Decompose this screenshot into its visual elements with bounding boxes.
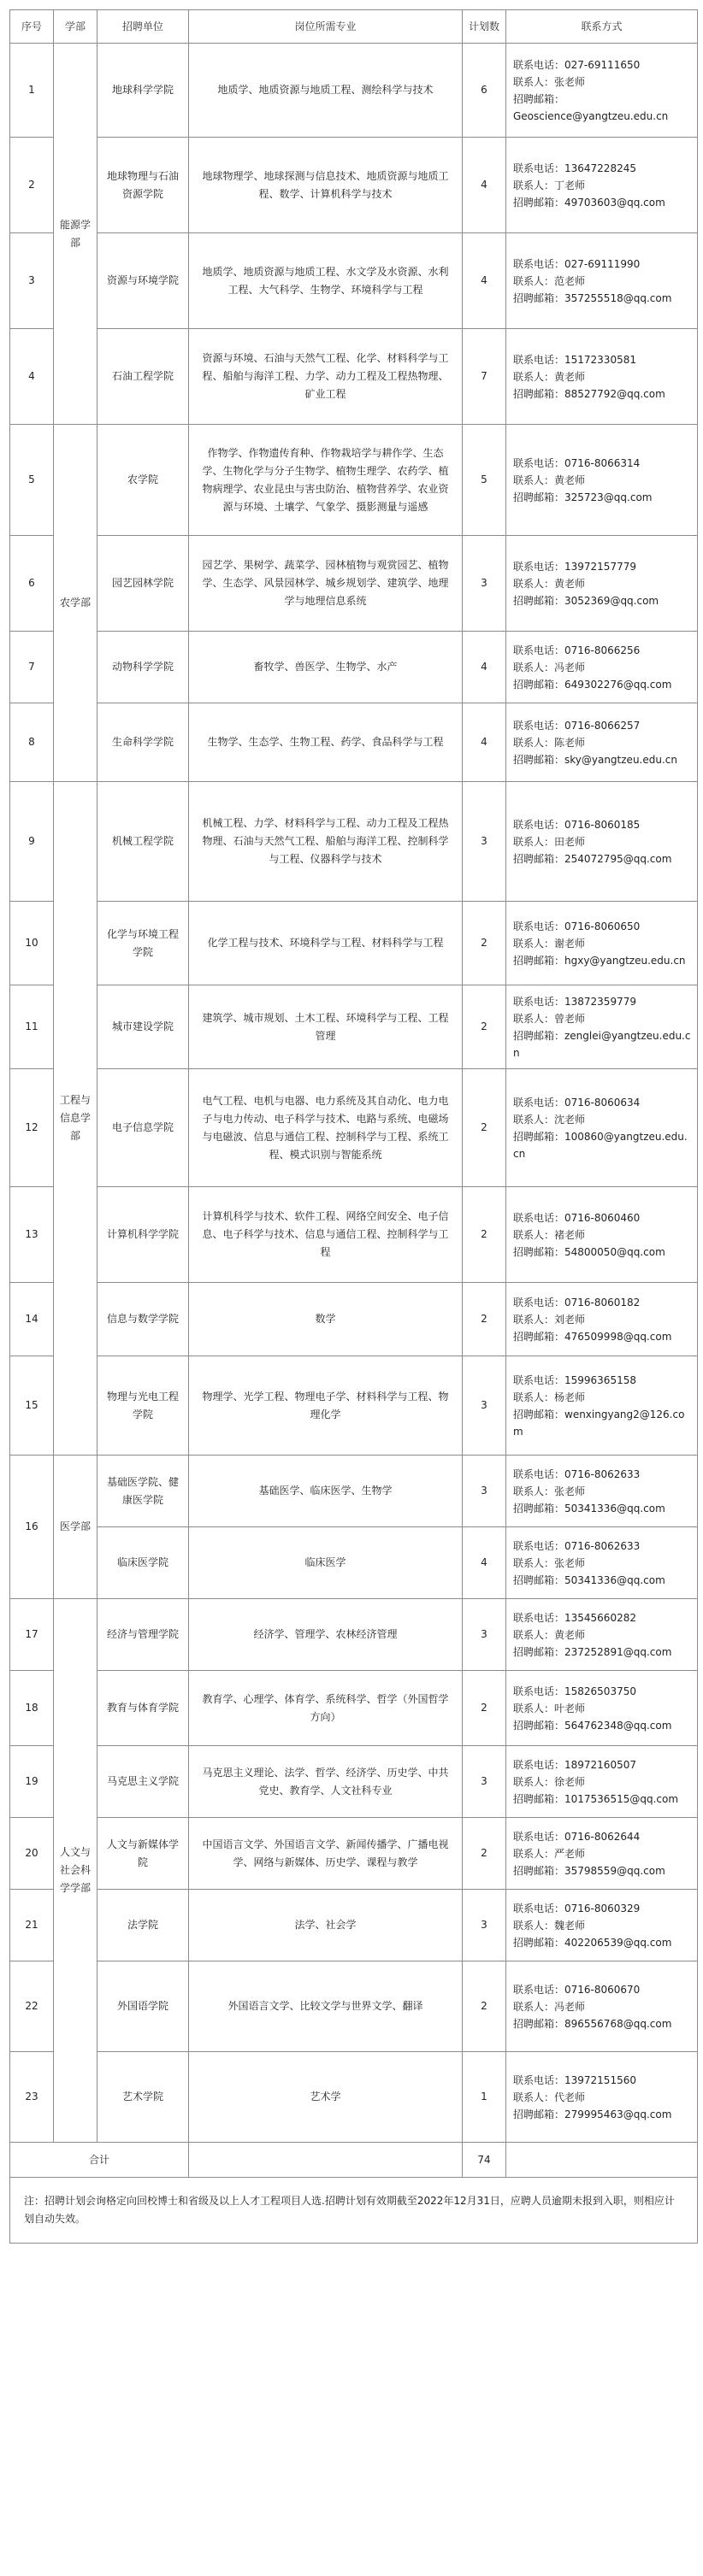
- plan-count: 7: [463, 329, 506, 425]
- unit-cell: 电子信息学院: [97, 1069, 189, 1187]
- contact-email: 招聘邮箱：100860@yangtzeu.edu.cn: [513, 1130, 688, 1160]
- row-number: 6: [10, 536, 54, 632]
- plan-count: 2: [463, 1671, 506, 1746]
- row-number: 11: [10, 985, 54, 1069]
- contact-cell: [506, 782, 698, 902]
- table-row: [10, 425, 698, 536]
- total-contact-spacer: [506, 2143, 698, 2178]
- contact-cell: [506, 1069, 698, 1187]
- contact-cell: [506, 425, 698, 536]
- major-cell: 物理学、光学工程、物理电子学、材料科学与工程、物理化学: [189, 1356, 463, 1456]
- unit-cell: 马克思主义学院: [97, 1746, 189, 1818]
- unit-cell: 艺术学院: [97, 2052, 189, 2143]
- contact-person: 联系人：张老师: [513, 75, 586, 88]
- contact-email: 招聘邮箱：896556768@qq.com: [513, 2017, 672, 2030]
- table-row: [10, 233, 698, 329]
- contact-person: 联系人：曾老师: [513, 1012, 586, 1025]
- contact-email: 招聘邮箱：564762348@qq.com: [513, 1719, 672, 1732]
- plan-count: 5: [463, 425, 506, 536]
- contact-email: 招聘邮箱：649302276@qq.com: [513, 678, 672, 691]
- contact-cell: [506, 1456, 698, 1527]
- footnote: 注：招聘计划会询格定向回校博士和省级及以上人才工程项目人选.招聘计划有效期截至2022年12月31日，应聘人员逾期未报到入职，则相应计划自动失效。: [10, 2178, 698, 2244]
- header-no: 序号: [10, 10, 54, 44]
- header-unit: 招聘单位: [97, 10, 189, 44]
- major-cell: 教育学、心理学、体育学、系统科学、哲学（外国哲学方向）: [189, 1671, 463, 1746]
- contact-email: 招聘邮箱：254072795@qq.com: [513, 852, 672, 865]
- contact-phone: 联系电话：13647228245: [513, 162, 636, 174]
- major-cell: 机械工程、力学、材料科学与工程、动力工程及工程热物理、石油与天然气工程、船舶与海洋工程、控制科学与工程、仪器科学与技术: [189, 782, 463, 902]
- contact-email: 招聘邮箱：wenxingyang2@126.com: [513, 1408, 685, 1438]
- contact-cell: [506, 2052, 698, 2143]
- unit-cell: 园艺园林学院: [97, 536, 189, 632]
- major-cell: 畜牧学、兽医学、生物学、水产: [189, 632, 463, 703]
- plan-count: 4: [463, 138, 506, 233]
- contact-person: 联系人：严老师: [513, 1847, 586, 1860]
- contact-person: 联系人：冯老师: [513, 2000, 586, 2013]
- contact-email: 招聘邮箱：: [513, 92, 565, 105]
- contact-email: 招聘邮箱：279995463@qq.com: [513, 2108, 672, 2120]
- contact-cell: [506, 1283, 698, 1356]
- contact-cell: [506, 632, 698, 703]
- contact-cell: [506, 1599, 698, 1671]
- contact-email: 招聘邮箱：325723@qq.com: [513, 491, 653, 503]
- unit-cell: 教育与体育学院: [97, 1671, 189, 1746]
- table-row: [10, 138, 698, 233]
- recruitment-table: [9, 9, 698, 2244]
- row-number: 20: [10, 1818, 54, 1890]
- contact-email: 招聘邮箱：50341336@qq.com: [513, 1573, 665, 1586]
- contact-cell: [506, 536, 698, 632]
- row-number: 21: [10, 1890, 54, 1961]
- contact-person: 联系人：谢老师: [513, 937, 586, 950]
- contact-phone: 联系电话：0716-8062633: [513, 1539, 641, 1552]
- header-contact: 联系方式: [506, 10, 698, 44]
- header-major: 岗位所需专业: [189, 10, 463, 44]
- table-row: [10, 536, 698, 632]
- major-cell: 化学工程与技术、环境科学与工程、材料科学与工程: [189, 902, 463, 985]
- table-row: [10, 329, 698, 425]
- plan-count: 2: [463, 1818, 506, 1890]
- unit-cell: 法学院: [97, 1890, 189, 1961]
- row-number: 13: [10, 1187, 54, 1283]
- plan-count: 2: [463, 902, 506, 985]
- contact-phone: 联系电话：0716-8066257: [513, 719, 641, 732]
- unit-cell: 外国语学院: [97, 1961, 189, 2052]
- plan-count: 3: [463, 1356, 506, 1456]
- contact-cell: [506, 902, 698, 985]
- contact-email: Geoscience@yangtzeu.edu.cn: [513, 109, 669, 122]
- contact-person: 联系人：叶老师: [513, 1702, 586, 1714]
- department-cell: 能源学部: [54, 44, 97, 425]
- contact-person: 联系人：范老师: [513, 274, 586, 287]
- unit-cell: 资源与环境学院: [97, 233, 189, 329]
- total-row: [10, 2143, 698, 2178]
- row-number: 9: [10, 782, 54, 902]
- unit-cell: 动物科学学院: [97, 632, 189, 703]
- contact-cell: [506, 1187, 698, 1283]
- row-number: 3: [10, 233, 54, 329]
- contact-email: 招聘邮箱：hgxy@yangtzeu.edu.cn: [513, 954, 686, 967]
- row-number: 19: [10, 1746, 54, 1818]
- unit-cell: 基础医学院、健康医学院: [97, 1456, 189, 1527]
- contact-email: 招聘邮箱：402206539@qq.com: [513, 1936, 672, 1949]
- plan-count: 4: [463, 1527, 506, 1599]
- contact-phone: 联系电话：027-69111990: [513, 257, 641, 270]
- row-number: 1: [10, 44, 54, 138]
- contact-person: 联系人：陈老师: [513, 736, 586, 749]
- major-cell: 地质学、地质资源与地质工程、水文学及水资源、水利工程、大气科学、生物学、环境科学与工程: [189, 233, 463, 329]
- department-cell: 人文与社会科学学部: [54, 1599, 97, 2143]
- plan-count: 3: [463, 1746, 506, 1818]
- contact-phone: 联系电话：027-69111650: [513, 58, 641, 71]
- plan-count: 3: [463, 782, 506, 902]
- table-row: [10, 1527, 698, 1599]
- major-cell: 建筑学、城市规划、土木工程、环境科学与工程、工程管理: [189, 985, 463, 1069]
- table-row: [10, 44, 698, 138]
- header-dept: 学部: [54, 10, 97, 44]
- table-row: [10, 1890, 698, 1961]
- contact-person: 联系人：杨老师: [513, 1391, 586, 1403]
- contact-cell: [506, 1671, 698, 1746]
- contact-phone: 联系电话：15826503750: [513, 1685, 636, 1697]
- contact-phone: 联系电话：18972160507: [513, 1758, 636, 1771]
- contact-cell: [506, 1527, 698, 1599]
- contact-phone: 联系电话：15996365158: [513, 1373, 636, 1386]
- row-number: 4: [10, 329, 54, 425]
- plan-count: 3: [463, 1599, 506, 1671]
- table-body: [10, 44, 698, 2244]
- plan-count: 2: [463, 1187, 506, 1283]
- unit-cell: 地球科学学院: [97, 44, 189, 138]
- row-number: 10: [10, 902, 54, 985]
- major-cell: 马克思主义理论、法学、哲学、经济学、历史学、中共党史、教育学、人文社科专业: [189, 1746, 463, 1818]
- contact-cell: [506, 1890, 698, 1961]
- contact-phone: 联系电话：0716-8060650: [513, 920, 641, 932]
- major-cell: 电气工程、电机与电器、电力系统及其自动化、电力电子与电力传动、电子科学与技术、电路与系统、电磁场与电磁波、信息与通信工程、控制科学与工程、系统工程、模式识别与智能系统: [189, 1069, 463, 1187]
- table-row: [10, 1599, 698, 1671]
- contact-person: 联系人：丁老师: [513, 179, 586, 191]
- major-cell: 法学、社会学: [189, 1890, 463, 1961]
- plan-count: 2: [463, 985, 506, 1069]
- row-number: 8: [10, 703, 54, 782]
- table-row: [10, 1283, 698, 1356]
- table-row: [10, 1356, 698, 1456]
- row-number: 2: [10, 138, 54, 233]
- contact-phone: 联系电话：0716-8060182: [513, 1296, 641, 1309]
- note-row: [10, 2178, 698, 2244]
- unit-cell: 物理与光电工程学院: [97, 1356, 189, 1456]
- table-row: [10, 1818, 698, 1890]
- major-cell: 资源与环境、石油与天然气工程、化学、材料科学与工程、船舶与海洋工程、力学、动力工程及工程热物理、矿业工程: [189, 329, 463, 425]
- major-cell: 地球物理学、地球探测与信息技术、地质资源与地质工程、数学、计算机科学与技术: [189, 138, 463, 233]
- table-header-row: [10, 10, 698, 44]
- major-cell: 外国语言文学、比较文学与世界文学、翻译: [189, 1961, 463, 2052]
- department-cell: 工程与信息学部: [54, 782, 97, 1456]
- contact-phone: 联系电话：0716-8060185: [513, 818, 641, 831]
- major-cell: 计算机科学与技术、软件工程、网络空间安全、电子信息、电子科学与技术、信息与通信工程、控制科学与工程: [189, 1187, 463, 1283]
- plan-count: 2: [463, 1283, 506, 1356]
- unit-cell: 临床医学院: [97, 1527, 189, 1599]
- contact-person: 联系人：沈老师: [513, 1113, 586, 1126]
- contact-person: 联系人：黄老师: [513, 1628, 586, 1641]
- contact-email: 招聘邮箱：zenglei@yangtzeu.edu.cn: [513, 1029, 691, 1059]
- table-row: [10, 902, 698, 985]
- department-cell: 农学部: [54, 425, 97, 782]
- contact-cell: [506, 233, 698, 329]
- plan-count: 1: [463, 2052, 506, 2143]
- major-cell: 中国语言文学、外国语言文学、新闻传播学、广播电视学、网络与新媒体、历史学、课程与教学: [189, 1818, 463, 1890]
- total-spacer: [189, 2143, 463, 2178]
- unit-cell: 计算机科学学院: [97, 1187, 189, 1283]
- contact-phone: 联系电话：0716-8062644: [513, 1830, 641, 1843]
- contact-email: 招聘邮箱：88527792@qq.com: [513, 387, 665, 400]
- contact-cell: [506, 1746, 698, 1818]
- row-number: 16: [10, 1456, 54, 1599]
- major-cell: 作物学、作物遗传育种、作物栽培学与耕作学、生态学、生物化学与分子生物学、植物生理学、农药学、植物病理学、农业昆虫与害虫防治、植物营养学、农业资源与环境、土壤学、气象学、摄影测量与遥感: [189, 425, 463, 536]
- contact-phone: 联系电话：13972157779: [513, 560, 636, 573]
- contact-phone: 联系电话：0716-8060329: [513, 1902, 641, 1914]
- contact-email: 招聘邮箱：49703603@qq.com: [513, 196, 665, 209]
- total-value: 74: [463, 2143, 506, 2178]
- total-label: 合计: [10, 2143, 189, 2178]
- contact-person: 联系人：徐老师: [513, 1775, 586, 1788]
- contact-person: 联系人：魏老师: [513, 1919, 586, 1932]
- table-row: [10, 1069, 698, 1187]
- unit-cell: 农学院: [97, 425, 189, 536]
- major-cell: 园艺学、果树学、蔬菜学、园林植物与观赏园艺、植物学、生态学、风景园林学、城乡规划学、建筑学、地理学与地理信息系统: [189, 536, 463, 632]
- contact-person: 联系人：黄老师: [513, 473, 586, 486]
- department-cell: 医学部: [54, 1456, 97, 1599]
- contact-email: 招聘邮箱：237252891@qq.com: [513, 1645, 672, 1658]
- plan-count: 3: [463, 1456, 506, 1527]
- table-row: [10, 1456, 698, 1527]
- contact-email: 招聘邮箱：sky@yangtzeu.edu.cn: [513, 753, 677, 766]
- table-row: [10, 1961, 698, 2052]
- major-cell: 数学: [189, 1283, 463, 1356]
- major-cell: 基础医学、临床医学、生物学: [189, 1456, 463, 1527]
- plan-count: 2: [463, 1069, 506, 1187]
- contact-email: 招聘邮箱：35798559@qq.com: [513, 1864, 665, 1877]
- contact-email: 招聘邮箱：357255518@qq.com: [513, 291, 672, 304]
- plan-count: 6: [463, 44, 506, 138]
- contact-cell: [506, 44, 698, 138]
- contact-email: 招聘邮箱：50341336@qq.com: [513, 1502, 665, 1514]
- contact-person: 联系人：褚老师: [513, 1228, 586, 1241]
- contact-person: 联系人：张老师: [513, 1556, 586, 1569]
- plan-count: 4: [463, 703, 506, 782]
- row-number: 22: [10, 1961, 54, 2052]
- contact-cell: [506, 703, 698, 782]
- contact-phone: 联系电话：0716-8060670: [513, 1983, 641, 1996]
- contact-phone: 联系电话：0716-8066314: [513, 456, 641, 469]
- plan-count: 4: [463, 233, 506, 329]
- contact-cell: [506, 1961, 698, 2052]
- unit-cell: 人文与新媒体学院: [97, 1818, 189, 1890]
- header-num: 计划数: [463, 10, 506, 44]
- unit-cell: 城市建设学院: [97, 985, 189, 1069]
- unit-cell: 化学与环境工程学院: [97, 902, 189, 985]
- contact-cell: [506, 985, 698, 1069]
- contact-email: 招聘邮箱：54800050@qq.com: [513, 1245, 665, 1258]
- table-row: [10, 703, 698, 782]
- unit-cell: 机械工程学院: [97, 782, 189, 902]
- table-row: [10, 2052, 698, 2143]
- row-number: 14: [10, 1283, 54, 1356]
- row-number: 17: [10, 1599, 54, 1671]
- contact-person: 联系人：代老师: [513, 2091, 586, 2103]
- plan-count: 2: [463, 1961, 506, 2052]
- unit-cell: 经济与管理学院: [97, 1599, 189, 1671]
- unit-cell: 地球物理与石油资源学院: [97, 138, 189, 233]
- unit-cell: 生命科学学院: [97, 703, 189, 782]
- plan-count: 4: [463, 632, 506, 703]
- contact-phone: 联系电话：0716-8060460: [513, 1211, 641, 1224]
- table-row: [10, 782, 698, 902]
- contact-phone: 联系电话：13872359779: [513, 995, 636, 1008]
- table-row: [10, 1746, 698, 1818]
- contact-email: 招聘邮箱：476509998@qq.com: [513, 1330, 672, 1343]
- contact-cell: [506, 1818, 698, 1890]
- table-row: [10, 985, 698, 1069]
- row-number: 12: [10, 1069, 54, 1187]
- contact-phone: 联系电话：13972151560: [513, 2073, 636, 2086]
- contact-phone: 联系电话：0716-8066256: [513, 644, 641, 656]
- contact-phone: 联系电话：13545660282: [513, 1611, 636, 1624]
- major-cell: 经济学、管理学、农林经济管理: [189, 1599, 463, 1671]
- contact-person: 联系人：黄老师: [513, 370, 586, 383]
- table-row: [10, 1671, 698, 1746]
- contact-cell: [506, 329, 698, 425]
- plan-count: 3: [463, 1890, 506, 1961]
- table-row: [10, 1187, 698, 1283]
- row-number: 5: [10, 425, 54, 536]
- row-number: 15: [10, 1356, 54, 1456]
- table-row: [10, 632, 698, 703]
- unit-cell: 石油工程学院: [97, 329, 189, 425]
- major-cell: 临床医学: [189, 1527, 463, 1599]
- contact-person: 联系人：田老师: [513, 835, 586, 848]
- major-cell: 艺术学: [189, 2052, 463, 2143]
- contact-email: 招聘邮箱：3052369@qq.com: [513, 594, 659, 607]
- contact-cell: [506, 1356, 698, 1456]
- contact-email: 招聘邮箱：1017536515@qq.com: [513, 1792, 679, 1805]
- major-cell: 生物学、生态学、生物工程、药学、食品科学与工程: [189, 703, 463, 782]
- contact-phone: 联系电话：15172330581: [513, 353, 636, 366]
- contact-phone: 联系电话：0716-8062633: [513, 1467, 641, 1480]
- unit-cell: 信息与数学学院: [97, 1283, 189, 1356]
- contact-person: 联系人：黄老师: [513, 577, 586, 590]
- major-cell: 地质学、地质资源与地质工程、测绘科学与技术: [189, 44, 463, 138]
- contact-person: 联系人：张老师: [513, 1485, 586, 1497]
- row-number: 7: [10, 632, 54, 703]
- contact-cell: [506, 138, 698, 233]
- row-number: 18: [10, 1671, 54, 1746]
- plan-count: 3: [463, 536, 506, 632]
- row-number: 23: [10, 2052, 54, 2143]
- contact-phone: 联系电话：0716-8060634: [513, 1096, 641, 1109]
- contact-person: 联系人：冯老师: [513, 661, 586, 673]
- contact-person: 联系人：刘老师: [513, 1313, 586, 1326]
